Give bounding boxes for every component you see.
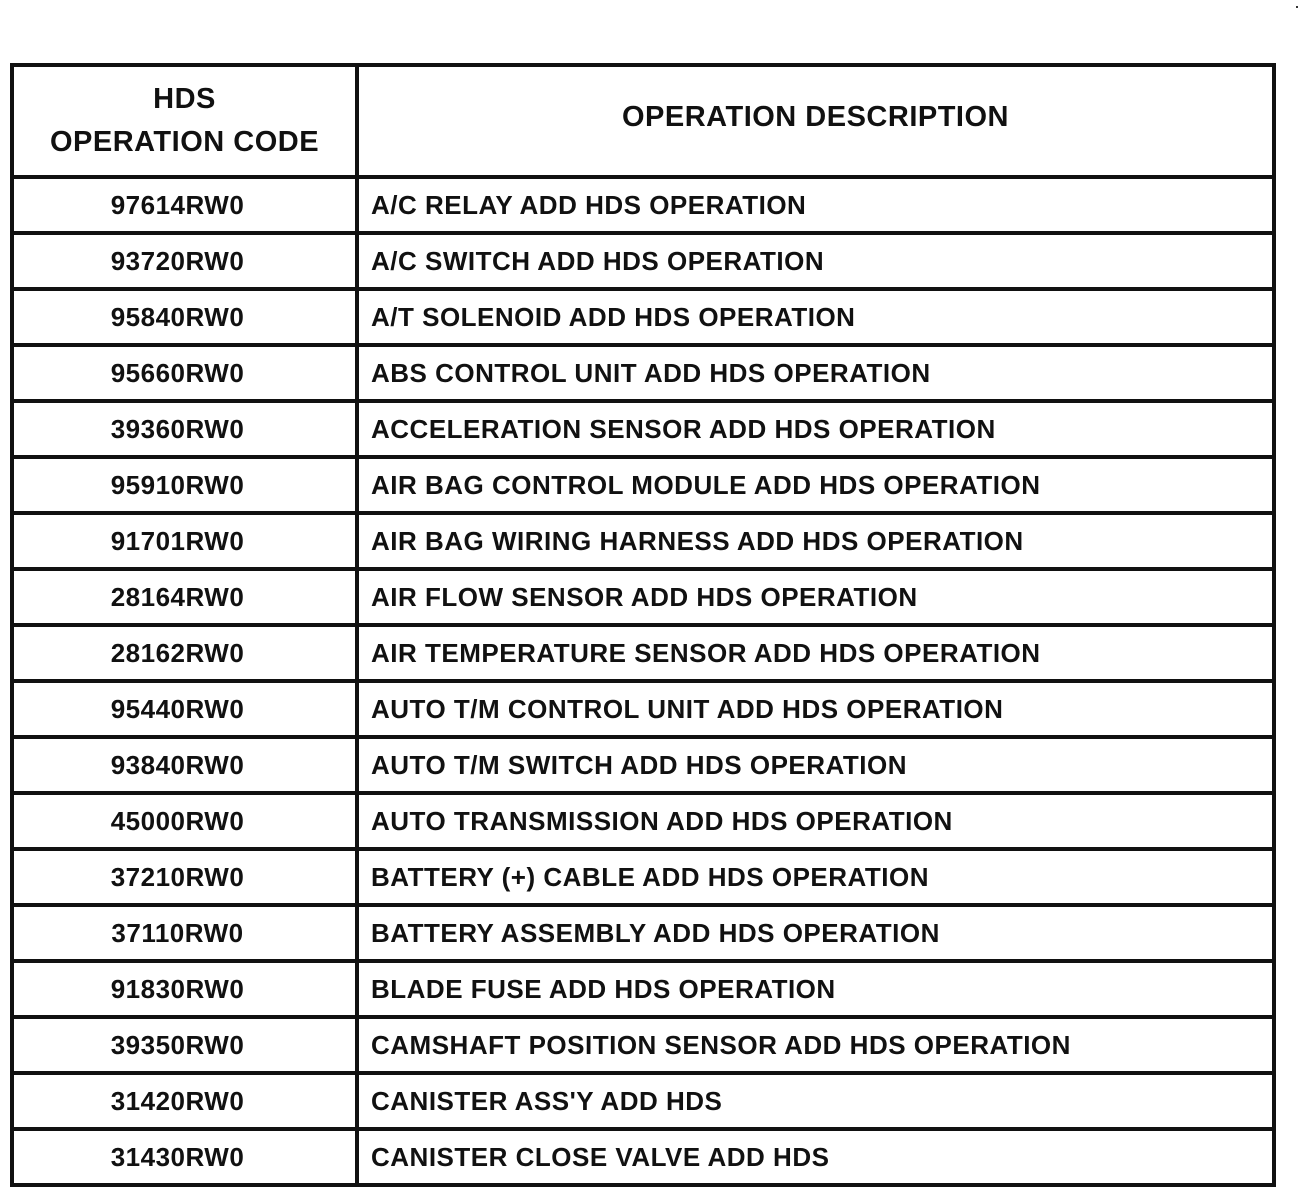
operation-description-cell: BLADE FUSE ADD HDS OPERATION bbox=[357, 961, 1274, 1017]
operation-description-cell: AIR FLOW SENSOR ADD HDS OPERATION bbox=[357, 569, 1274, 625]
table-header-row bbox=[12, 65, 1274, 177]
table-row bbox=[12, 1017, 1274, 1073]
operation-description-cell: BATTERY ASSEMBLY ADD HDS OPERATION bbox=[357, 905, 1274, 961]
operation-code-cell: 97614RW0 bbox=[12, 177, 357, 233]
table-row bbox=[12, 457, 1274, 513]
operation-code-cell: 39350RW0 bbox=[12, 1017, 357, 1073]
operation-code-cell: 95840RW0 bbox=[12, 289, 357, 345]
operation-code-header-line1: HDS bbox=[153, 83, 216, 115]
operation-description-cell: CANISTER CLOSE VALVE ADD HDS bbox=[357, 1129, 1274, 1185]
table-row bbox=[12, 1129, 1274, 1185]
operation-code-cell: 91701RW0 bbox=[12, 513, 357, 569]
operation-description-cell: A/C RELAY ADD HDS OPERATION bbox=[357, 177, 1274, 233]
operation-description-cell: AUTO TRANSMISSION ADD HDS OPERATION bbox=[357, 793, 1274, 849]
document-page bbox=[10, 63, 1272, 1187]
operation-code-cell: 39360RW0 bbox=[12, 401, 357, 457]
table-row bbox=[12, 569, 1274, 625]
operation-code-cell: 93840RW0 bbox=[12, 737, 357, 793]
operation-code-cell: 45000RW0 bbox=[12, 793, 357, 849]
operation-description-cell: AUTO T/M CONTROL UNIT ADD HDS OPERATION bbox=[357, 681, 1274, 737]
operation-description-cell: CANISTER ASS'Y ADD HDS bbox=[357, 1073, 1274, 1129]
operation-code-header-line2: OPERATION CODE bbox=[49, 126, 320, 158]
operation-description-header: OPERATION DESCRIPTION bbox=[357, 65, 1274, 177]
scan-mark bbox=[1296, 6, 1298, 8]
table-row bbox=[12, 737, 1274, 793]
operation-description-cell: ACCELERATION SENSOR ADD HDS OPERATION bbox=[357, 401, 1274, 457]
table-body bbox=[12, 177, 1274, 1185]
table-row bbox=[12, 961, 1274, 1017]
table-row bbox=[12, 793, 1274, 849]
operation-description-cell: AUTO T/M SWITCH ADD HDS OPERATION bbox=[357, 737, 1274, 793]
table-row bbox=[12, 289, 1274, 345]
operation-description-cell: CAMSHAFT POSITION SENSOR ADD HDS OPERATION bbox=[357, 1017, 1274, 1073]
table-row bbox=[12, 513, 1274, 569]
operation-description-cell: BATTERY (+) CABLE ADD HDS OPERATION bbox=[357, 849, 1274, 905]
table-row bbox=[12, 1073, 1274, 1129]
operation-code-cell: 31420RW0 bbox=[12, 1073, 357, 1129]
operation-code-cell: 91830RW0 bbox=[12, 961, 357, 1017]
table-row bbox=[12, 177, 1274, 233]
table-row bbox=[12, 345, 1274, 401]
operation-code-cell: 28162RW0 bbox=[12, 625, 357, 681]
operation-description-cell: ABS CONTROL UNIT ADD HDS OPERATION bbox=[357, 345, 1274, 401]
operation-description-cell: A/T SOLENOID ADD HDS OPERATION bbox=[357, 289, 1274, 345]
operation-code-cell: 95660RW0 bbox=[12, 345, 357, 401]
operation-code-cell: 28164RW0 bbox=[12, 569, 357, 625]
table-row bbox=[12, 625, 1274, 681]
operation-code-cell: 37110RW0 bbox=[12, 905, 357, 961]
table-row bbox=[12, 401, 1274, 457]
operation-description-cell: A/C SWITCH ADD HDS OPERATION bbox=[357, 233, 1274, 289]
operation-description-cell: AIR TEMPERATURE SENSOR ADD HDS OPERATION bbox=[357, 625, 1274, 681]
table-row bbox=[12, 905, 1274, 961]
table-row bbox=[12, 681, 1274, 737]
operation-code-cell: 95910RW0 bbox=[12, 457, 357, 513]
operation-description-cell: AIR BAG CONTROL MODULE ADD HDS OPERATION bbox=[357, 457, 1274, 513]
table-row bbox=[12, 233, 1274, 289]
operation-code-cell: 31430RW0 bbox=[12, 1129, 357, 1185]
operation-code-cell: 95440RW0 bbox=[12, 681, 357, 737]
operation-description-cell: AIR BAG WIRING HARNESS ADD HDS OPERATION bbox=[357, 513, 1274, 569]
table-row bbox=[12, 849, 1274, 905]
operation-code-cell: 37210RW0 bbox=[12, 849, 357, 905]
operation-code-header bbox=[12, 65, 357, 177]
operation-code-cell: 93720RW0 bbox=[12, 233, 357, 289]
hds-operation-table bbox=[10, 63, 1276, 1187]
